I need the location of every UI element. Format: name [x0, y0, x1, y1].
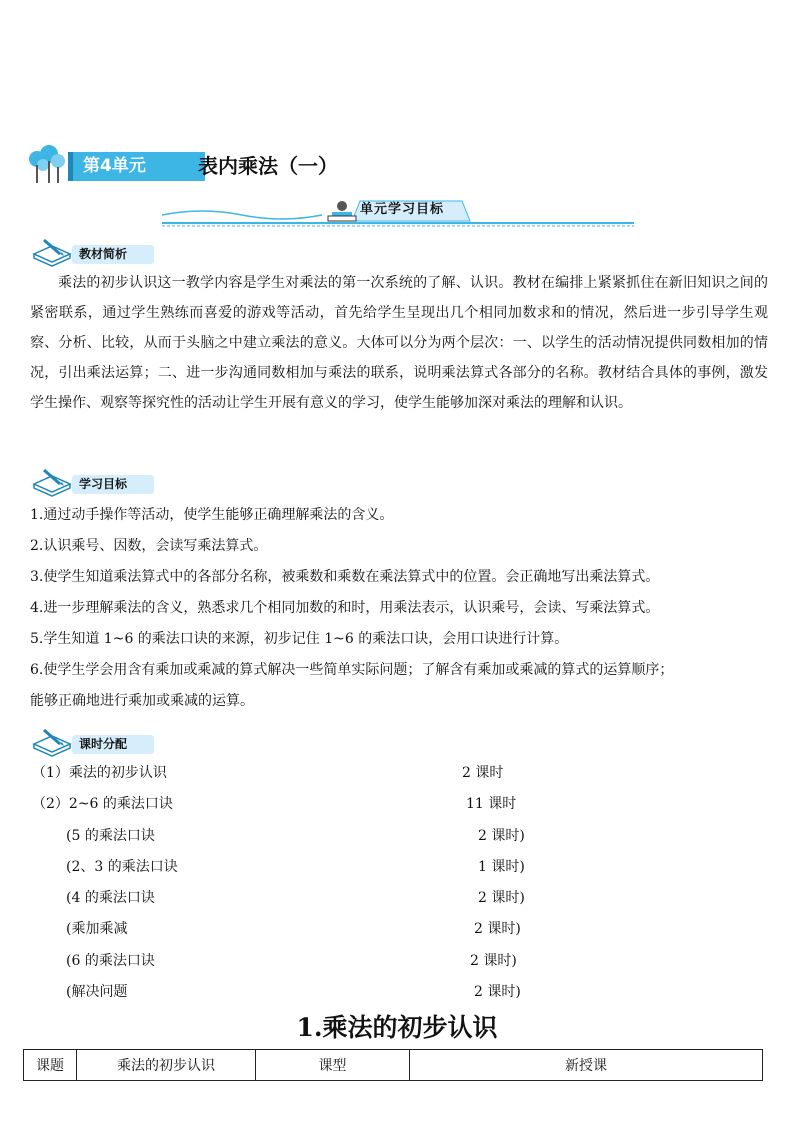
schedule-label: (5 的乘法口诀 [66, 828, 155, 844]
schedule-label: (乘加乘减 [66, 921, 128, 937]
type-label-cell: 课型 [256, 1050, 410, 1081]
goal-item: 4.进一步理解乘法的含义，熟悉求几个相同加数的和时，用乘法表示，认识乘号，会读、写乘法算式。 [30, 600, 660, 616]
table-row [24, 1050, 763, 1081]
schedule-hours: 2 课时 [462, 765, 504, 781]
section-tag-schedule [30, 724, 156, 760]
topic-label-cell: 课题 [24, 1050, 77, 1081]
schedule-hours: 1 课时) [478, 859, 525, 875]
book-pen-icon [30, 234, 74, 270]
tree-icon [28, 145, 66, 185]
goal-item: 3.使学生知道乘法算式中的各部分名称，被乘数和乘数在乘法算式中的位置。会正确地写出乘法算式。 [30, 569, 660, 585]
goal-item: 5.学生知道 1~6 的乘法口诀的来源，初步记住 1~6 的乘法口诀，会用口诀进行计算。 [30, 631, 569, 647]
schedule-label: （2）2~6 的乘法口诀 [32, 796, 173, 812]
schedule-hours: 2 课时) [470, 953, 517, 969]
section-tag-label: 学习目标 [72, 475, 154, 494]
lesson-title: 1.乘法的初步认识 [296, 1013, 498, 1042]
schedule-hours: 2 课时) [478, 828, 525, 844]
textbook-paragraph: 乘法的初步认识这一教学内容是学生对乘法的第一次系统的了解、认识。教材在编排上紧紧抓住在新旧知识之间的紧密联系，通过学生熟练而喜爱的游戏等活动，首先给学生呈现出几个相同加数求和的情况，然后进一步引导学生观察、分析、比较，从而于头脑之中建立乘法的意义。大体可以分为两个层次：一、以学生的活动情况提供同数相加的情况，引出乘法运算；二、进一步沟通同数相加与乘法的联系，说明乘法算式各部分的名称。教材结合具体的事例，激发学生操作、观察等探究性的活动让学生开展有意义的学习，使学生能够加深对乘法的理解和认识。 [30, 275, 768, 411]
schedule-label: (解决问题 [66, 984, 128, 1000]
section-tag-label: 教材简析 [72, 245, 154, 264]
student-reading-icon [328, 201, 356, 221]
objectives-banner [162, 197, 634, 227]
section-tag-goals [30, 464, 156, 500]
schedule-label: (4 的乘法口诀 [66, 890, 155, 906]
goal-item: 1.通过动手操作等活动，使学生能够正确理解乘法的含义。 [30, 507, 394, 523]
schedule-hours: 2 课时) [474, 921, 521, 937]
goal-item: 能够正确地进行乘加或乘减的运算。 [30, 693, 254, 709]
type-value-cell: 新授课 [410, 1050, 763, 1081]
schedule-hours: 2 课时) [478, 890, 525, 906]
unit-header [28, 145, 768, 190]
unit-badge: 第4单元 [68, 152, 205, 181]
book-pen-icon [30, 724, 74, 760]
schedule-label: (6 的乘法口诀 [66, 953, 155, 969]
topic-value-cell: 乘法的初步认识 [77, 1050, 256, 1081]
schedule-label: (2、3 的乘法口诀 [66, 859, 178, 875]
section-tag-textbook [30, 234, 156, 270]
schedule-label: （1）乘法的初步认识 [32, 765, 167, 781]
book-pen-icon [30, 464, 74, 500]
schedule-hours: 2 课时) [474, 984, 521, 1000]
goal-item: 2.认识乘号、因数，会读写乘法算式。 [30, 538, 268, 554]
schedule-hours: 11 课时 [466, 796, 517, 812]
goal-item: 6.使学生学会用含有乘加或乘减的算式解决一些简单实际问题；了解含有乘加或乘减的算式的运算顺序； [30, 662, 674, 678]
banner-text: 单元学习目标 [360, 202, 445, 217]
section-tag-label: 课时分配 [72, 735, 154, 754]
lesson-table [23, 1049, 763, 1081]
unit-title: 表内乘法（一） [198, 154, 338, 178]
